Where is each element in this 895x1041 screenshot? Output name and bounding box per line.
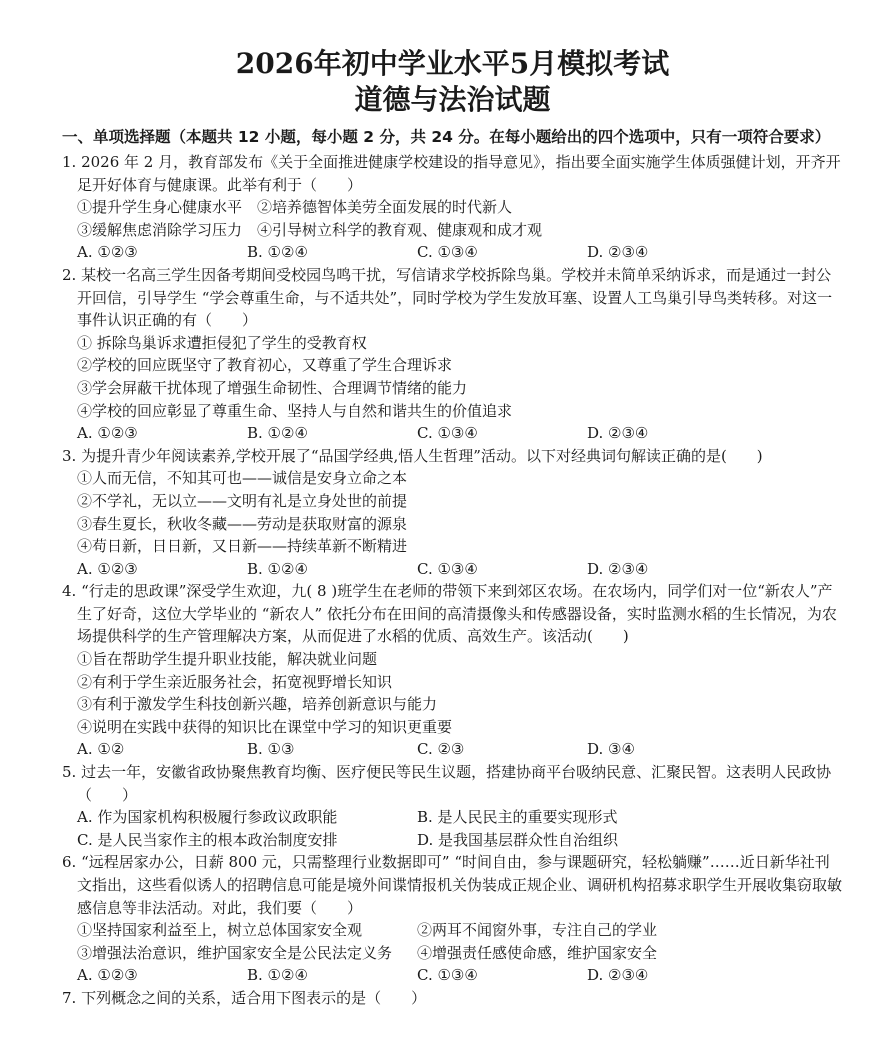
section-heading: 一、单项选择题（本题共 12 小题，每小题 2 分，共 24 分。在每小题给出的四个选项中，只有一项符合要求） [62, 128, 831, 146]
option-d: D. ③④ [587, 740, 635, 759]
question-5 [62, 761, 843, 851]
statement: ③缓解焦虑消除学习压力 ④引导树立科学的教育观、健康观和成才观 [77, 220, 543, 239]
question-6 [62, 851, 843, 987]
options-row [62, 738, 843, 761]
question-1 [62, 151, 843, 264]
option-c: C. ①③④ [417, 243, 478, 262]
statement: ① 拆除鸟巢诉求遭拒侵犯了学生的受教育权 [77, 333, 367, 352]
question-stem: 7. 下列概念之间的关系，适合用下图表示的是（ ） [62, 988, 427, 1007]
option-c: C. ①③④ [417, 424, 478, 443]
statement: ②两耳不闻窗外事，专注自己的学业 [417, 921, 658, 940]
option-b: B. ①③ [247, 740, 295, 759]
options-row [62, 422, 843, 445]
exam-title: 2026年初中学业水平5月模拟考试 [235, 47, 670, 80]
option-a: A. ①②③ [77, 966, 138, 985]
statement: ①坚持国家利益至上，树立总体国家安全观 [77, 921, 363, 940]
options-row [62, 806, 843, 829]
statement: ④说明在实践中获得的知识比在课堂中学习的知识更重要 [77, 717, 453, 736]
statement: ①人而无信，不知其可也——诚信是安身立命之本 [77, 469, 408, 488]
question-2 [62, 264, 843, 445]
statement: ③学会屏蔽干扰体现了增强生命韧性、合理调节情绪的能力 [77, 378, 468, 397]
statement: ④苟日新，日日新，又日新——持续革新不断精进 [77, 537, 408, 556]
statement: ③春生夏长，秋收冬藏——劳动是获取财富的源泉 [77, 514, 408, 533]
option-d: D. 是我国基层群众性自治组织 [417, 830, 619, 849]
statement: ③有利于激发学生科技创新兴趣，培养创新意识与能力 [77, 695, 438, 714]
option-a: A. ①② [77, 740, 125, 759]
exam-subtitle: 道德与法治试题 [354, 83, 551, 116]
option-c: C. ①③④ [417, 559, 478, 578]
options-row [62, 558, 843, 581]
option-d: D. ②③④ [587, 243, 649, 262]
statement: ②有利于学生亲近服务社会，拓宽视野增长知识 [77, 672, 393, 691]
option-b: B. ①②④ [247, 243, 308, 262]
statement: ④增强责任感使命感，维护国家安全 [417, 943, 658, 962]
statements-row [62, 919, 843, 942]
statement: ②学校的回应既坚守了教育初心，又尊重了学生合理诉求 [77, 356, 453, 375]
option-a: A. 作为国家机构积极履行参政议政职能 [77, 808, 338, 827]
question-stem: 3. 为提升青少年阅读素养,学校开展了“品国学经典,悟人生哲理”活动。以下对经典词句解读正确的是( ) [62, 446, 763, 465]
options-row [62, 964, 843, 987]
statement: ③增强法治意识，维护国家安全是公民法定义务 [77, 943, 393, 962]
question-stem: 4. “行走的思政课”深受学生欢迎，九( 8 )班学生在老师的带领下来到郊区农场。在农场内，同学们对一位“新农人”产生了好奇，这位大学毕业的 “新农人” 依托分布在田间的高清摄像头和传感器设备，实时监测水稻的生长情况，为农场提供科学的生产管理解决方案，从而促进了水稻的优质、高效生产。该活动( ) [62, 582, 837, 646]
question-4 [62, 580, 843, 761]
statement: ①提升学生身心健康水平 ②培养德智体美劳全面发展的时代新人 [77, 198, 513, 217]
question-stem: 2. 某校一名高三学生因备考期间受校园鸟鸣干扰，写信请求学校拆除鸟巢。学校并未简单采纳诉求，而是通过一封公开回信，引导学生 “学会尊重生命，与不适共处”，同时学校为学生发放耳塞、设置人工鸟巢引导鸟类转移。对这一事件认识正确的有（ ） [62, 265, 833, 330]
question-stem: 1. 2026 年 2 月，教育部发布《关于全面推进健康学校建设的指导意见》，指出要全面实施学生体质强健计划，开齐开足开好体育与健康课。此举有利于（ ） [62, 153, 841, 194]
option-b: B. ①②④ [247, 966, 308, 985]
statement: ②不学礼，无以立——文明有礼是立身处世的前提 [77, 491, 408, 510]
option-b: B. 是人民民主的重要实现形式 [417, 808, 618, 827]
options-row [62, 829, 843, 852]
options-row [62, 241, 843, 264]
statements-row [62, 942, 843, 965]
option-c: C. 是人民当家作主的根本政治制度安排 [77, 830, 338, 849]
option-b: B. ①②④ [247, 424, 308, 443]
question-3 [62, 445, 843, 581]
option-c: C. ②③ [417, 740, 465, 759]
option-b: B. ①②④ [247, 559, 308, 578]
statement: ①旨在帮助学生提升职业技能，解决就业问题 [77, 650, 378, 669]
option-d: D. ②③④ [587, 424, 649, 443]
question-stem: 6. “远程居家办公，日薪 800 元，只需整理行业数据即可” “时间自由，参与课题研究，轻松躺赚”……近日新华社刊文指出，这些看似诱人的招聘信息可能是境外间谍情报机关伪装成正规企业、调研机构招募求职学生开展收集窃取敏感信息等非法活动。对此，我们要（ ） [62, 853, 843, 917]
question-7 [62, 987, 843, 1010]
question-stem: 5. 过去一年，安徽省政协聚焦教育均衡、医疗便民等民生议题，搭建协商平台吸纳民意、汇聚民智。这表明人民政协（ ） [62, 763, 832, 804]
option-d: D. ②③④ [587, 966, 649, 985]
option-c: C. ①③④ [417, 966, 478, 985]
option-a: A. ①②③ [77, 243, 138, 262]
option-d: D. ②③④ [587, 559, 649, 578]
statement: ④学校的回应彰显了尊重生命、坚持人与自然和谐共生的价值追求 [77, 401, 513, 420]
option-a: A. ①②③ [77, 559, 138, 578]
option-a: A. ①②③ [77, 424, 138, 443]
